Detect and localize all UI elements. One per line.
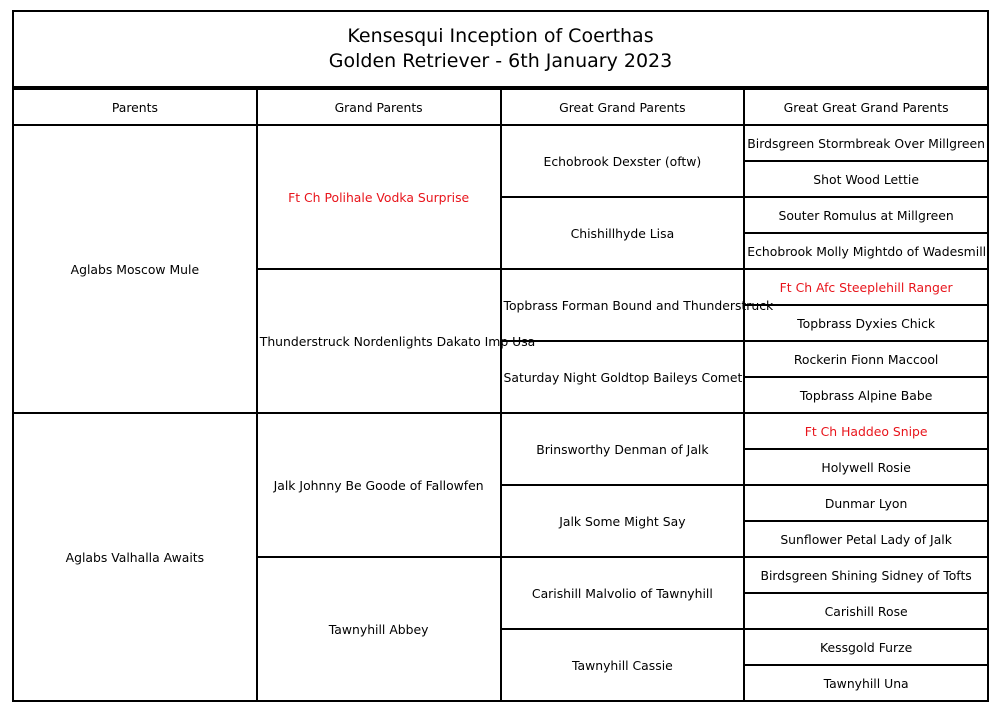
great-great-grandparent-cell: Ft Ch Haddeo Snipe	[744, 413, 988, 449]
pedigree-row	[13, 125, 988, 161]
header-row	[13, 89, 988, 125]
grandparent-cell: Tawnyhill Abbey	[257, 557, 501, 701]
column-header: Great Great Grand Parents	[744, 89, 988, 125]
pedigree-title-box	[12, 10, 989, 88]
column-header: Parents	[13, 89, 257, 125]
great-great-grandparent-cell: Holywell Rosie	[744, 449, 988, 485]
great-grandparent-cell: Tawnyhill Cassie	[501, 629, 745, 701]
breed-date-subtitle: Golden Retriever - 6th January 2023	[328, 50, 673, 72]
parent-cell: Aglabs Valhalla Awaits	[13, 413, 257, 701]
grandparent-cell: Jalk Johnny Be Goode of Fallowfen	[257, 413, 501, 557]
great-great-grandparent-cell: Rockerin Fionn Maccool	[744, 341, 988, 377]
great-great-grandparent-cell: Birdsgreen Shining Sidney of Tofts	[744, 557, 988, 593]
parent-cell: Aglabs Moscow Mule	[13, 125, 257, 413]
great-grandparent-cell: Carishill Malvolio of Tawnyhill	[501, 557, 745, 629]
great-great-grandparent-cell: Dunmar Lyon	[744, 485, 988, 521]
great-grandparent-cell: Topbrass Forman Bound and Thunderstruck	[501, 269, 745, 341]
grandparent-cell: Thunderstruck Nordenlights Dakato Imp Usa	[257, 269, 501, 413]
great-great-grandparent-cell: Shot Wood Lettie	[744, 161, 988, 197]
column-header: Great Grand Parents	[501, 89, 745, 125]
column-header: Grand Parents	[257, 89, 501, 125]
great-great-grandparent-cell: Carishill Rose	[744, 593, 988, 629]
pedigree-row	[13, 413, 988, 449]
great-great-grandparent-cell: Souter Romulus at Millgreen	[744, 197, 988, 233]
great-great-grandparent-cell: Kessgold Furze	[744, 629, 988, 665]
great-grandparent-cell: Brinsworthy Denman of Jalk	[501, 413, 745, 485]
great-grandparent-cell: Chishillhyde Lisa	[501, 197, 745, 269]
grandparent-cell: Ft Ch Polihale Vodka Surprise	[257, 125, 501, 269]
great-grandparent-cell: Jalk Some Might Say	[501, 485, 745, 557]
great-grandparent-cell: Echobrook Dexster (oftw)	[501, 125, 745, 197]
great-great-grandparent-cell: Birdsgreen Stormbreak Over Millgreen	[744, 125, 988, 161]
great-great-grandparent-cell: Echobrook Molly Mightdo of Wadesmill	[744, 233, 988, 269]
great-great-grandparent-cell: Topbrass Alpine Babe	[744, 377, 988, 413]
great-great-grandparent-cell: Sunflower Petal Lady of Jalk	[744, 521, 988, 557]
great-grandparent-cell: Saturday Night Goldtop Baileys Comet	[501, 341, 745, 413]
great-great-grandparent-cell: Topbrass Dyxies Chick	[744, 305, 988, 341]
great-great-grandparent-cell: Ft Ch Afc Steeplehill Ranger	[744, 269, 988, 305]
dog-name-title: Kensesqui Inception of Coerthas	[347, 25, 654, 47]
pedigree-table	[12, 88, 989, 702]
great-great-grandparent-cell: Tawnyhill Una	[744, 665, 988, 701]
